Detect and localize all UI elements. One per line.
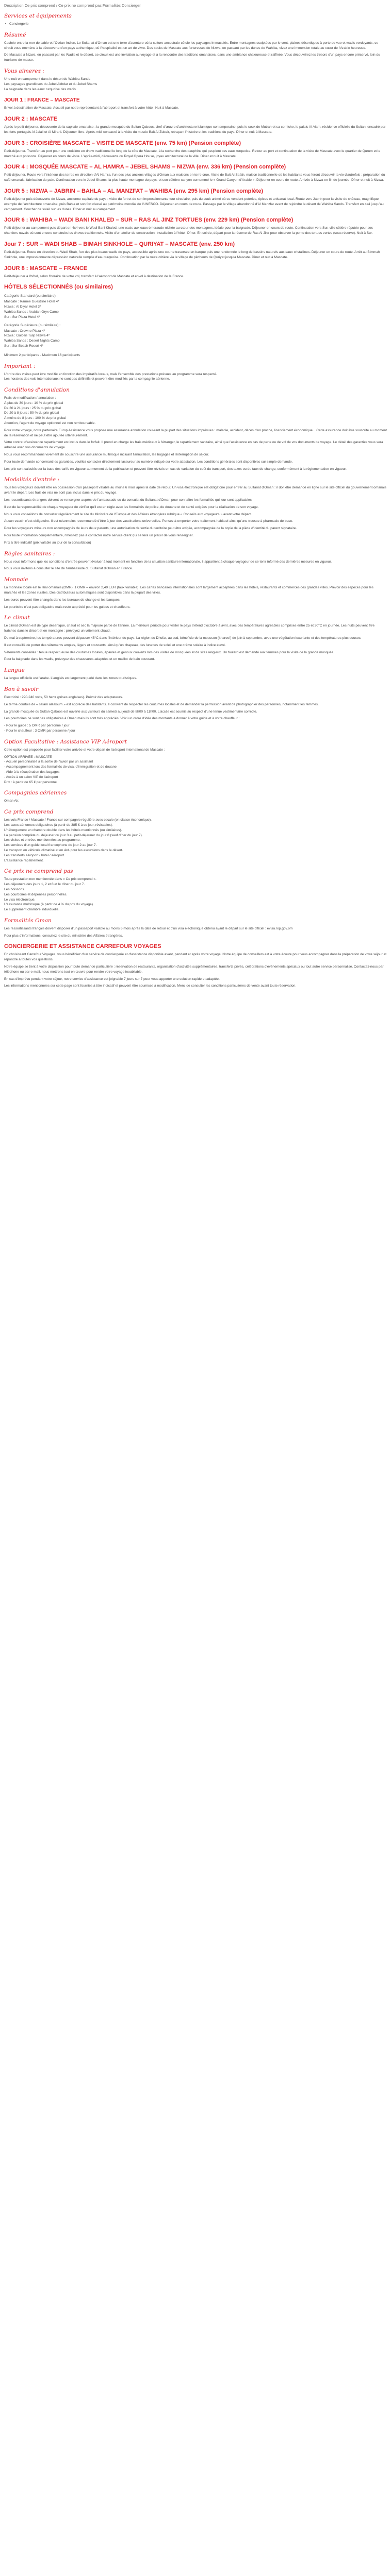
option-paragraph: OPTION ARRIVÉE : MASCATE [4,755,52,759]
option-paragraph: - Accueil personnalisé à la sortie de l'avion par un assistant [4,760,93,764]
day-text: Petit-déjeuner. Route vers l'intérieur des terres en direction d'Al Hamra, l'un des plus anciens villages d'Oman aux maisons en terre crue. Visite de Bait Al Safah, maison traditionnelle où les habitants vous feront découvrir la vie d'autrefois : préparation du café omanais, fabrication du pain. Continuation vers le Jebel Shams, la plus haute montagne du pays, et son célèbre canyon surnommé le « Grand Canyon d'Arabie ». Déjeuner en cours de route. Arrivée à Nizwa en fin de journée. Dîner et nuit à Nizwa. [4,173,385,182]
day-text: Après le petit-déjeuner, découverte de la capitale omanaise : la grande mosquée du Sultan Qaboos, chef-d'œuvre d'architecture islamique contemporaine, puis le souk de Mutrah et sa corniche, le palais Al Alam, résidence officielle du Sultan, encadré par les forts portugais Al Jalali et Al Mirani. Déjeuner libre. Après-midi consacré à la visite du musée Bait Al Zubair, retraçant l'histoire et les traditions du pays. Dîner et nuit à Mascate. [4,125,386,134]
resume-paragraph: De Mascate à Nizwa, en passant par les Wadis et le désert, ce circuit est une invitation au voyage et à la rencontre des traditions omanaises, dans une ambiance chaleureuse et raffinée. Vous découvrirez les trésors d'un pays encore préservé, loin du tourisme de masse. [4,53,380,62]
hotel-line: Mascate : Crowne Plaza 4* [4,329,45,333]
prix-comprend-item: L'hébergement en chambre double dans les hôtels mentionnés (ou similaires). [4,828,122,832]
modalites-paragraph: Nous vous conseillons de consulter régulièrement le site du Ministère de l'Europe et des Affaires étrangères rubrique « Conseils aux voyageurs » avant votre départ. [4,512,252,516]
day-text: Petit-déjeuner. Transfert au port pour une croisière en dhow traditionnel le long de la côte de Mascate, à la recherche des dauphins qui peuplent ces eaux turquoise. Retour au port et continuation de la visite de Mascate avec le quartier de Qurum et le marché aux poissons. Déjeuner en cours de visite. L'après-midi, découverte du Royal Opera House, joyau architectural de la ville. Dîner et nuit à Mascate. [4,149,381,158]
prix-comprend-item: Les services d'un guide local francophone du jour 2 au jour 7. [4,843,97,848]
option-paragraph: - Aide à la récupération des bagages [4,770,60,774]
modalites-paragraph: Tous les voyageurs doivent être en possession d'un passeport valable au moins 6 mois après la date de retour. Un visa électronique est obligatoire pour entrer au Sultanat d'Oman : il doit être demandé en ligne sur le site officiel du gouvernement omanais avant le départ. Les frais de visa ne sont pas inclus dans le prix du voyage. [4,486,386,495]
prix-ne-comprend-item: L'assurance multirisque (à partir de 4 % du prix du voyage). [4,903,94,907]
hotel-line: Mascate : Ramee Guestline Hotel 4* [4,300,59,304]
resume-title: Résumé [4,31,26,38]
hotel-line: Sur : Sur Plaza Hotel 4* [4,315,40,319]
conciergerie-paragraph: En choisissant Carrefour Voyages, vous bénéficiez d'un service de conciergerie et d'assistance disponible avant, pendant et après votre voyage. Notre équipe de conseillers est à votre écoute pour vous accompagner dans la préparation de votre séjour et répondre à toutes vos questions. [4,953,387,962]
info-paragraph: Pour toute demande concernant les garanties, veuillez contacter directement l'assureur au numéro indiqué sur votre attestation. Les conditions générales sont disponibles sur simple demande. [4,460,293,464]
conditions-item: À plus de 30 jours : 10 % du prix global [4,401,63,405]
conditions-note: Attention, l'agent de voyage optionnel est non remboursable. [4,421,96,426]
sanitaires-title: Règles sanitaires : [4,550,55,557]
prix-comprend-item: Le transport en véhicule climatisé et en 4x4 pour les excursions dans le désert. [4,848,123,852]
hotel-category-title: Catégorie Supérieure (ou similaire) : [4,323,61,327]
option-paragraph: Cette option est proposée pour faciliter votre arrivée et votre départ de l'aéroport international de Mascate : [4,748,165,752]
conciergerie-paragraph: Notre équipe se tient à votre disposition pour toute demande particulière : réservation de restaurants, organisation d'activités supplémentaires, transferts privés, célébrations d'événements spéciaux ou tout autre service personnalisé. Contactez-nous par téléphone ou par e-mail, nous mettrons tout en œuvre pour rendre votre voyage inoubliable. [4,965,384,974]
prix-ne-comprend-item: Le supplément chambre individuelle. [4,908,60,912]
hotel-line: Nizwa : Golden Tulip Nizwa 4* [4,334,50,338]
day-title: Jour 7 : SUR – WADI SHAB – BIMAH SINKHOLE – QURIYAT – MASCATE (env. 250 km) [4,241,235,247]
day-title: JOUR 3 : CROISIÈRE MASCATE – VISITE DE MASCATE (env. 75 km) (Pension complète) [4,140,241,146]
hotel-category-title: Catégorie Standard (ou similaire) : [4,294,58,298]
conditions-item: De 20 à 8 jours : 50 % du prix global [4,411,59,415]
vous-aimerez-item: La baignade dans les eaux turquoise des wadis [4,87,76,91]
important-title: Important : [4,363,36,369]
info-paragraph: Pour votre voyage, notre partenaire Europ Assistance vous propose une assurance annulation couvrant la plupart des situations imprévues : maladie, accident, décès d'un proche, licenciement économique... Cette assurance doit être souscrite au moment de la réservation et ne peut être ajoutée ultérieurement. [4,428,387,437]
climat-paragraph: Le climat d'Oman est de type désertique, chaud et sec la majeure partie de l'année. La meilleure période pour visiter le pays s'étend d'octobre à avril, avec des températures agréables comprises entre 25 et 30°C en journée. Les nuits peuvent être fraîches dans le désert et en montagne : prévoyez un vêtement chaud. [4,624,375,633]
hotel-line: Sur : Sur Beach Resort 4* [4,344,43,348]
option-paragraph: Prix : à partir de 65 € par personne [4,780,57,784]
option-title: Option Facultative : Assistance VIP Aéroport [4,738,127,745]
modalites-title: Modalités d'entrée : [4,477,60,483]
prix-comprend-item: Les visites et entrées mentionnées au programme. [4,838,81,842]
day-text: Petit-déjeuner à l'hôtel, selon l'horaire de votre vol, transfert à l'aéroport de Mascate et envol à destination de la France. [4,274,184,278]
monnaie-paragraph: Les euros peuvent être changés dans les bureaux de change et les banques. [4,598,121,602]
prix-ne-comprend-item: Les déjeuners des jours 1, 2 et 8 et le dîner du jour 7. [4,883,85,887]
bon-a-savoir-title: Bon à savoir [4,686,39,692]
option-paragraph: - Accès à un salon VIP de l'aéroport [4,775,58,779]
climat-paragraph: De mai à septembre, les températures peuvent dépasser 45°C dans l'intérieur du pays. La région du Dhofar, au sud, bénéficie de la mousson (khareef) de juin à septembre, avec une végétation luxuriante et des températures plus douces. [4,636,362,640]
conciergerie-paragraph: En cas d'imprévu pendant votre séjour, notre service d'assistance est joignable 7 jours sur 7 pour vous apporter une solution rapide et adaptée. [4,977,220,981]
vous-aimerez-item: Les paysages grandioses du Jebel Akhdar et du Jebel Shams [4,82,97,86]
bon-a-savoir-paragraph: Electricité : 220-240 volts, 50 hertz (prises anglaises). Prévoir des adaptateurs. [4,695,123,699]
vous-aimerez-item: Une nuit en campement dans le désert de Wahiba Sands [4,77,90,81]
monnaie-paragraph: La monnaie locale est le Rial omanais (OMR). 1 OMR = environ 2,40 EUR (taux variable). Les cartes bancaires internationales sont largement acceptées dans les hôtels, restaurants et commerces des grandes villes. Prévoir des espèces pour les marchés et les zones rurales. Des distributeurs automatiques sont disponibles dans la plupart des villes. [4,586,373,595]
modalites-paragraph: Aucun vaccin n'est obligatoire. Il est néanmoins recommandé d'être à jour des vaccinations universelles. Pensez à emporter votre traitement habituel ainsi qu'une trousse à pharmacie de base. [4,519,294,523]
day-title: JOUR 6 : WAHIBA – WADI BANI KHALED – SUR – RAS AL JINZ TORTUES (env. 229 km) (Pension complète) [4,217,294,224]
vous-aimerez-title: Vous aimerez : [4,67,44,74]
formalites-title: Formalités Oman [4,917,52,924]
prix-comprend-item: Les taxes aériennes obligatoires (à partir de 385 € à ce jour, révisables). [4,823,113,827]
day-title: JOUR 4 : MOSQUÉE MASCATE – AL HAMRA – JEBEL SHAMS – NIZWA (env. 336 km) (Pension complète) [4,164,286,171]
bon-a-savoir-paragraph: Les pourboires ne sont pas obligatoires à Oman mais ils sont très appréciés. Voici un ordre d'idée des montants à donner à votre guide et à votre chauffeur : [4,717,240,721]
climat-paragraph: Pour la baignade dans les wadis, prévoyez des chaussures adaptées et un maillot de bain couvrant. [4,657,155,662]
services-list [4,22,387,27]
prix-comprend-item: Les transferts aéroport / hôtel / aéroport. [4,853,66,857]
prix-comprend-item: L'assistance rapatriement. [4,858,44,862]
climat-title: Le climat [4,615,30,621]
sanitaires-paragraph: Nous vous invitons à consulter le site de l'ambassade du Sultanat d'Oman en France. [4,567,133,571]
formalites-paragraph: Pour plus d'informations, consultez le site du ministère des Affaires étrangères. [4,934,123,938]
modalites-paragraph: Pour toute information complémentaire, n'hésitez pas à contacter notre service client qui se fera un plaisir de vous renseigner. [4,534,194,538]
day-title: JOUR 5 : NIZWA – JABRIN – BAHLA – AL MANZFAT – WAHIBA (env. 295 km) (Pension complète) [4,188,263,194]
monnaie-title: Monnaie [4,577,28,583]
info-paragraph: Votre contrat d'assistance rapatriement est inclus dans le forfait. Il prend en charge les frais médicaux à l'étranger, le rapatriement sanitaire, ainsi que l'assistance en cas de perte ou de vol de vos documents de voyage. Le détail des garanties vous sera adressé avec vos documents de voyage. [4,440,383,450]
resume-paragraph: Cachée entre la mer de sable et l'Océan Indien, Le Sultanat d'Oman est une terre d'aventure où la culture ancestrale côtoie les paysages immaculés. Entre montagnes sculptées par le vent, plaines désertiques à perte de vue et wadis verdoyants, ce circuit vous emmène à la découverte d'un pays authentique, où l'hospitalité est un art de vivre. Des souks de Mascate aux forteresses de Nizwa, en passant par les dunes de Wahiba, vivez une immersion totale au cœur de l'Arabie heureuse. [4,41,379,50]
compagnies-title: Compagnies aériennes [4,790,67,796]
info-paragraph: Nous vous recommandons vivement de souscrire une assurance multirisque incluant l'annulation, les bagages et l'interruption de séjour. [4,453,209,457]
important-paragraph: Les horaires des vols internationaux ne sont pas définitifs et peuvent être modifiés par la compagnie aérienne. [4,377,170,381]
option-paragraph: - Accompagnement lors des formalités de visa, d'immigration et de douane [4,765,117,769]
hotel-list [4,299,387,319]
prix-ne-comprend-item: Les boissons. [4,887,25,891]
compagnies-text: Oman Air. [4,799,19,803]
conciergerie-title: CONCIERGERIE ET ASSISTANCE CARREFOUR VOYAGES [4,943,161,950]
prix-comprend-item: La pension complète du déjeuner du jour 3 au petit-déjeuner du jour 8 (sauf dîner du jour 7). [4,833,143,837]
hotel-line: Wahiba Sands : Desert Nights Camp [4,339,60,343]
prix-ne-comprend-item: Toute prestation non mentionnée dans « Ce prix comprend ». [4,877,96,882]
bon-a-savoir-paragraph: Le terme courtois de « salam alaikoum » est apprécié des habitants. Il convient de respecter les coutumes locales et de demander la permission avant de photographier des personnes, notamment les femmes. [4,702,319,706]
climat-paragraph: Vêtements conseillés : tenue respectueuse des coutumes locales, épaules et genoux couverts lors des visites de mosquées et de sites religieux. Un foulard est demandé aux femmes pour la visite de la grande mosquée. [4,650,334,654]
bon-a-savoir-paragraph: - Pour le guide : 5 OMR par personne / jour [4,724,70,728]
prix-comprend-item: Les vols France / Mascate / France sur compagnie régulière avec escale (en classe économique). [4,818,152,822]
top-links-line: Description Ce prix comprend / Ce prix ne comprend pas Formalités Concierger [4,3,141,8]
day-text: Petit-déjeuner. Route en direction du Wadi Shab, l'un des plus beaux wadis du pays, accessible après une courte traversée en barque puis une randonnée le long de bassins naturels aux eaux cristallines. Déjeuner en cours de route. Arrêt au Bimmah Sinkhole, une impressionnante dépression naturelle remplie d'eau turquoise. Continuation par la route côtière via le village de pêcheurs de Quriyat jusqu'à Mascate. Dîner et nuit à Mascate. [4,250,380,259]
conditions-item: À moins de 8 jours : 100 % du prix global [4,416,66,420]
services-title: Services et équipements [4,13,72,19]
day-title: JOUR 2 : MASCATE [4,116,58,123]
hotels-title: HÔTELS SÉLECTIONNÉS (ou similaires) [4,284,113,291]
climat-paragraph: Il est conseillé de porter des vêtements amples, légers et couvrants, ainsi qu'un chapeau, des lunettes de soleil et une crème solaire à indice élevé. [4,643,226,647]
modalites-paragraph: Il est de la responsabilité de chaque voyageur de vérifier qu'il est en règle avec les formalités de police, de douane et de santé exigées pour la réalisation de son voyage. [4,505,259,509]
prix-ne-comprend-item: Les pourboires et dépenses personnelles. [4,892,68,896]
hotel-line: Nizwa : Al Diyar Hotel 3* [4,305,41,309]
day-text: Petit-déjeuner puis découverte de Nizwa, ancienne capitale du pays : visite du fort et de son impressionnante tour circulaire, puis du souk animé où se vendent poteries, épices et artisanat local. Route vers Jabrin pour la visite du château, magnifique exemple de l'architecture omanaise, puis Bahla et son fort classé au patrimoine mondial de l'UNESCO. Déjeuner en cours de route. Passage par le village abandonné d'Al Manzfat avant de rejoindre le désert de Wahiba Sands. Transfert en 4x4 jusqu'au campement. Coucher de soleil sur les dunes. Dîner et nuit au campement. [4,197,384,211]
bon-a-savoir-paragraph: La grande mosquée du Sultan Qaboos est ouverte aux visiteurs du samedi au jeudi de 8h00 à 11h00. L'accès est soumis au respect d'une tenue vestimentaire correcte. [4,709,257,714]
conditions-item: De 30 à 21 jours : 25 % du prix global [4,406,61,410]
info-paragraph: Les prix sont calculés sur la base des tarifs en vigueur au moment de la publication et peuvent être révisés en cas de variation du coût du transport, des taxes ou du taux de change, conformément à la réglementation en vigueur. [4,467,347,471]
langue-text: La langue officielle est l'arabe. L'anglais est largement parlé dans les zones touristiques. [4,676,137,681]
prix-comprend-title: Ce prix comprend [4,809,54,816]
day-title: JOUR 1 : FRANCE – MASCATE [4,97,80,104]
hotel-line: Wahiba Sands : Arabian Oryx Camp [4,310,59,314]
monnaie-paragraph: Le pourboire n'est pas obligatoire mais reste apprécié pour les guides et chauffeurs. [4,605,131,609]
day-text: Petit-déjeuner au campement puis départ en 4x4 vers le Wadi Bani Khaled, une oasis aux eaux émeraude nichée au cœur des montagnes, idéale pour la baignade. Déjeuner en cours de route. Continuation vers Sur, ville côtière réputée pour ses chantiers navals où sont encore construits les dhows traditionnels. Visite d'un atelier de construction. Installation à l'hôtel. Dîner. En soirée, départ pour la réserve de Ras Al Jinz pour observer la ponte des tortues vertes (sous réserve). Nuit à Sur. [4,226,373,235]
day-title: JOUR 8 : MASCATE – FRANCE [4,265,88,272]
price-note: Prix à titre indicatif (prix valable au jour de la consultation) [4,540,91,545]
prix-ne-comprend-item: Le visa électronique. [4,897,36,902]
bon-a-savoir-paragraph: - Pour le chauffeur : 3 OMR par personne / jour [4,728,75,733]
modalites-paragraph: Pour les voyageurs mineurs non accompagnés de leurs deux parents, une autorisation de sortie du territoire peut être exigée, accompagnée de la copie de la pièce d'identité du parent signataire. [4,527,297,531]
sanitaires-paragraph: Nous vous informons que les conditions d'entrée peuvent évoluer à tout moment en fonction de la situation sanitaire internationale. Il appartient à chaque voyageur de se tenir informé des dernières mesures en vigueur. [4,560,332,564]
conciergerie-paragraph: Les informations mentionnées sur cette page sont fournies à titre indicatif et peuvent être soumises à modification. Merci de consulter les conditions particulières de vente avant toute réservation. [4,984,297,988]
prix-ne-comprend-title: Ce prix ne comprend pas [4,868,73,875]
hotel-list [4,329,387,349]
langue-title: Langue [4,667,25,674]
page [0,0,391,989]
modalites-paragraph: Les ressortissants étrangers doivent se renseigner auprès de l'ambassade ou du consulat du Sultanat d'Oman pour connaître les formalités qui leur sont applicables. [4,498,253,502]
minimum-participants: Minimum 2 participants - Maximum 16 participants [4,353,80,357]
conditions-intro: Frais de modification / annulation : [4,396,56,400]
service-item: • Conciergerie [4,22,387,27]
day-text: Envol à destination de Mascate. Accueil par notre représentant à l'aéroport et transfert à votre hôtel. Nuit à Mascate. [4,106,179,110]
important-paragraph: L'ordre des visites peut être modifié en fonction des impératifs locaux, mais l'ensemble des prestations prévues au programme sera respecté. [4,372,217,376]
conditions-title: Conditions d'annulation [4,387,70,394]
formalites-paragraph: Les ressortissants français doivent disposer d'un passeport valable au moins 6 mois après la date de retour et d'un visa électronique obtenu avant le départ sur le site officiel : evisa.rop.gov.om [4,926,293,930]
